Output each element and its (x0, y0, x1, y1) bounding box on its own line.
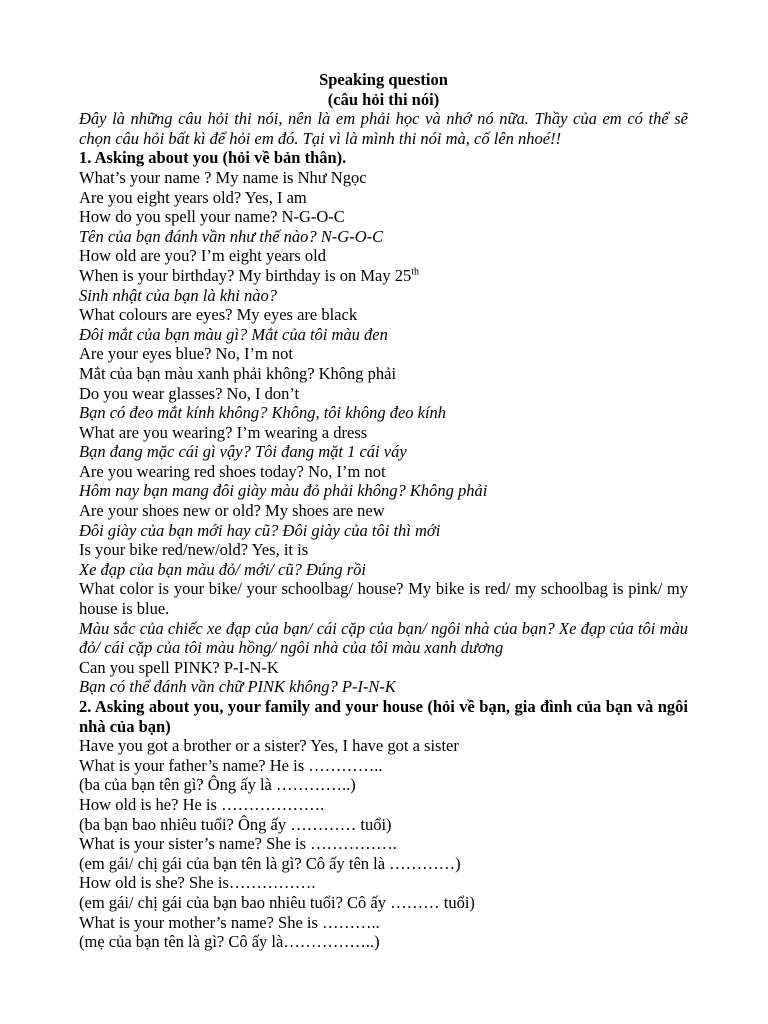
ordinal-suffix: th (411, 266, 420, 278)
text-line: How old is he? He is ………………. (79, 794, 325, 814)
document-body (79, 109, 688, 952)
text-line: What are you wearing? I’m wearing a dress (79, 422, 368, 442)
text-line: Are you eight years old? Yes, I am (79, 187, 307, 207)
birthday-text: When is your birthday? My birthday is on May 25 (79, 265, 412, 285)
translation-line: Bạn có đeo mắt kính không? Không, tôi không đeo kính (79, 403, 447, 423)
text-line: What color is your bike/ your schoolbag/ house? My bike is red/ my schoolbag is pink/ my house is blue. (79, 579, 688, 619)
text-line (79, 266, 688, 286)
text-line: What is your mother’s name? She is ……….. (79, 912, 380, 932)
section-2-heading: 2. Asking about you, your family and your house (hỏi về bạn, gia đình của bạn và ngôi nhà của bạn) (79, 697, 688, 736)
document-subtitle: (câu hỏi thi nói) (327, 89, 440, 109)
text-line: Mắt của bạn màu xanh phải không? Không phải (79, 363, 397, 383)
document-title: Speaking question (319, 70, 448, 89)
text-line: (em gái/ chị gái của bạn tên là gì? Cô ấy tên là …………) (79, 853, 461, 873)
text-line: Do you wear glasses? No, I don’t (79, 383, 300, 403)
text-line: Are you wearing red shoes today? No, I’m not (79, 461, 386, 481)
text-line: What is your sister’s name? She is ……………. (79, 834, 397, 854)
translation-line: Tên của bạn đánh vần như thế nào? N-G-O-C (79, 226, 384, 246)
text-line: How old is she? She is……………. (79, 873, 316, 893)
text-line: Can you spell PINK? P-I-N-K (79, 657, 279, 677)
text-line: (em gái/ chị gái của bạn bao nhiêu tuổi? Cô ấy ……… tuổi) (79, 892, 475, 912)
translation-line: Màu sắc của chiếc xe đạp của bạn/ cái cặp của bạn/ ngôi nhà của bạn? Xe đạp của tôi màu đỏ/ cái cặp của tôi màu hồng/ ngôi nhà của tôi màu xanh dương (79, 618, 688, 658)
text-line: Have you got a brother or a sister? Yes, I have got a sister (79, 736, 459, 756)
translation-line: Bạn có thể đánh vần chữ PINK không? P-I-N-K (79, 677, 396, 697)
text-line: Are your shoes new or old? My shoes are new (79, 501, 385, 521)
intro-paragraph: Đây là những câu hỏi thi nói, nên là em phải học và nhớ nó nữa. Thầy của em có thể sẽ chọn câu hỏi bất kì để hỏi em đó. Tại vì là mình thi nói mà, cố lên nhoé!! (79, 109, 688, 148)
translation-line: Hôm nay bạn mang đôi giày màu đỏ phải không? Không phải (79, 481, 488, 501)
title-block (79, 70, 688, 109)
translation-line: Bạn đang mặc cái gì vậy? Tôi đang mặt 1 cái váy (79, 442, 407, 462)
text-line: How do you spell your name? N-G-O-C (79, 207, 345, 227)
text-line: How old are you? I’m eight years old (79, 246, 326, 266)
text-line: (ba bạn bao nhiêu tuổi? Ông ấy ………… tuổi) (79, 814, 392, 834)
text-line: (mẹ của bạn tên là gì? Cô ấy là……………..) (79, 932, 380, 952)
text-line: (ba của bạn tên gì? Ông ấy là …………..) (79, 775, 356, 795)
text-line: What colours are eyes? My eyes are black (79, 305, 358, 325)
translation-line: Xe đạp của bạn màu đỏ/ mới/ cũ? Đúng rồi (79, 559, 366, 579)
text-line: What’s your name ? My name is Như Ngọc (79, 167, 367, 187)
text-line: What is your father’s name? He is ………….. (79, 755, 383, 775)
text-line: Is your bike red/new/old? Yes, it is (79, 540, 309, 560)
section-1-heading: 1. Asking about you (hỏi về bản thân). (79, 148, 347, 168)
text-line: Are your eyes blue? No, I’m not (79, 344, 293, 364)
translation-line: Sinh nhật của bạn là khi nào? (79, 285, 277, 305)
translation-line: Đôi mắt của bạn màu gì? Mắt của tôi màu đen (79, 324, 388, 344)
translation-line: Đôi giày của bạn mới hay cũ? Đôi giày của tôi thì mới (79, 520, 441, 540)
